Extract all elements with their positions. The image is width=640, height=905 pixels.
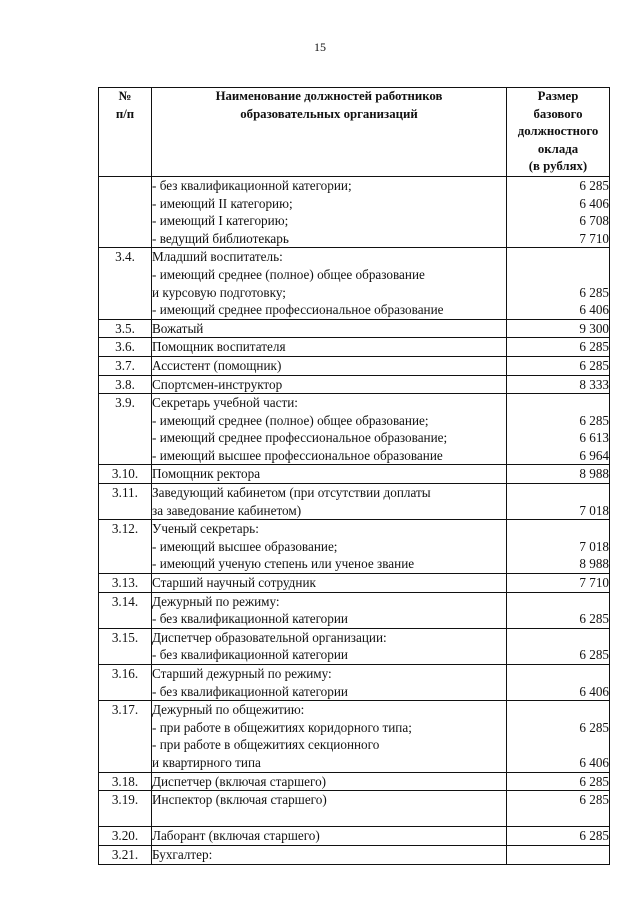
table-row — [99, 520, 610, 574]
position-line: Старший дежурный по режиму: — [152, 666, 332, 681]
position-line: - при работе в общежитиях секционного — [152, 737, 380, 753]
row-salary — [507, 356, 610, 375]
row-salary — [507, 592, 610, 628]
salary-value — [507, 248, 609, 266]
position-line: Секретарь учебной части: — [152, 395, 298, 411]
salary-value: 8 333 — [579, 376, 609, 392]
row-position-name — [152, 845, 507, 864]
salary-value: 7 018 — [579, 502, 609, 518]
row-position-name — [152, 827, 507, 846]
salary-value — [507, 394, 609, 412]
table-row — [99, 701, 610, 772]
row-salary — [507, 375, 610, 394]
position-line: Ученый секретарь: — [152, 521, 259, 537]
row-number: 3.20. — [99, 827, 152, 846]
salary-value: 6 285 — [579, 284, 609, 300]
position-line: - без квалификационной категории — [152, 647, 348, 663]
position-line: - имеющий I категорию; — [152, 213, 289, 229]
salary-value: 7 710 — [579, 230, 609, 246]
row-position-name — [152, 772, 507, 791]
salary-value — [507, 629, 609, 647]
salary-value: 6 285 — [579, 647, 609, 663]
table-row — [99, 484, 610, 520]
position-line: Старший научный сотрудник — [152, 575, 316, 591]
table-row — [99, 772, 610, 791]
table-row — [99, 791, 610, 827]
row-salary — [507, 791, 610, 827]
header-name-line: Наименование должностей работников — [215, 89, 443, 103]
salary-value: 6 285 — [579, 357, 609, 373]
salary-value: 9 300 — [579, 320, 609, 336]
position-line: - ведущий библиотекарь — [152, 230, 289, 246]
row-number — [99, 176, 152, 247]
row-salary — [507, 465, 610, 484]
salary-value: 6 613 — [579, 430, 609, 446]
position-line: - без квалификационной категории; — [152, 177, 352, 193]
row-salary — [507, 827, 610, 846]
position-line: Диспетчер (включая старшего) — [152, 773, 327, 789]
salary-value: 6 406 — [579, 683, 609, 699]
salary-value — [507, 665, 609, 683]
row-number: 3.11. — [99, 484, 152, 520]
row-salary — [507, 176, 610, 247]
position-line: - имеющий среднее (полное) общее образование; — [152, 412, 429, 428]
salary-value: 6 285 — [579, 412, 609, 428]
position-line: Дежурный по режиму: — [152, 593, 280, 609]
row-number: 3.18. — [99, 772, 152, 791]
header-number-line: п/п — [115, 106, 135, 121]
row-salary — [507, 520, 610, 574]
position-line: за заведование кабинетом) — [152, 502, 302, 518]
position-line: - имеющий среднее профессиональное образование — [152, 302, 444, 318]
position-line: - имеющий ученую степень или ученое звание — [152, 556, 415, 572]
salary-value — [507, 809, 609, 827]
row-number: 3.8. — [99, 375, 152, 394]
salary-value: 6 406 — [579, 754, 609, 770]
position-line: Инспектор (включая старшего) — [152, 792, 327, 808]
salary-value: 8 988 — [579, 466, 609, 482]
row-position-name — [152, 484, 507, 520]
position-line: Ассистент (помощник) — [152, 357, 282, 373]
salary-value: 6 285 — [579, 792, 609, 808]
position-line: Заведующий кабинетом (при отсутствии доплаты — [152, 485, 431, 501]
row-salary — [507, 338, 610, 357]
salary-value: 6 406 — [579, 302, 609, 318]
row-number: 3.12. — [99, 520, 152, 574]
table-row — [99, 338, 610, 357]
header-salary-line: должностного — [517, 124, 599, 139]
salary-value — [507, 593, 609, 611]
salary-value: 6 285 — [579, 339, 609, 355]
header-salary — [507, 88, 610, 177]
salary-value — [507, 520, 609, 538]
page-number: 15 — [314, 40, 326, 54]
position-line: Помощник ректора — [152, 466, 261, 482]
header-salary-line: оклада — [537, 141, 579, 156]
salary-value: 7 710 — [579, 575, 609, 591]
table-row — [99, 176, 610, 247]
header-salary-line: Размер — [537, 89, 579, 103]
row-number: 3.16. — [99, 665, 152, 701]
position-line: Бухгалтер: — [152, 846, 213, 862]
row-salary — [507, 845, 610, 864]
row-position-name — [152, 520, 507, 574]
salary-value — [507, 701, 609, 719]
row-number: 3.15. — [99, 628, 152, 664]
position-line: Вожатый — [152, 320, 204, 336]
salary-value — [507, 266, 609, 284]
salary-value — [507, 484, 609, 502]
salary-value: 7 018 — [579, 538, 609, 554]
position-line: Диспетчер образовательной организации: — [152, 629, 387, 645]
table-header — [99, 88, 610, 177]
row-salary — [507, 574, 610, 593]
salary-value: 8 988 — [579, 556, 609, 572]
row-position-name — [152, 465, 507, 484]
header-name-line: образовательных организаций — [240, 106, 418, 121]
position-line: - имеющий среднее профессиональное образование; — [152, 430, 448, 446]
table-row — [99, 628, 610, 664]
position-line: Младший воспитатель: — [152, 249, 283, 265]
table-row — [99, 827, 610, 846]
row-salary — [507, 484, 610, 520]
row-position-name — [152, 628, 507, 664]
row-salary — [507, 701, 610, 772]
position-line: Лаборант (включая старшего) — [152, 828, 320, 844]
row-number: 3.4. — [99, 248, 152, 319]
row-position-name — [152, 701, 507, 772]
row-number: 3.7. — [99, 356, 152, 375]
position-line: - имеющий среднее (полное) общее образование — [152, 266, 425, 282]
table-row — [99, 574, 610, 593]
header-salary-line: (в рублях) — [528, 159, 588, 174]
row-position-name — [152, 394, 507, 465]
salary-value — [507, 736, 609, 754]
position-line: и квартирного типа — [152, 754, 261, 770]
position-line: и курсовую подготовку; — [152, 284, 286, 300]
table-row — [99, 665, 610, 701]
salary-value: 6 708 — [579, 213, 609, 229]
row-position-name — [152, 176, 507, 247]
row-number: 3.21. — [99, 845, 152, 864]
position-line: Дежурный по общежитию: — [152, 702, 305, 718]
row-position-name — [152, 665, 507, 701]
row-position-name — [152, 319, 507, 338]
row-number: 3.6. — [99, 338, 152, 357]
position-line: - имеющий высшее образование; — [152, 538, 338, 554]
salary-table — [98, 87, 610, 865]
header-number — [99, 88, 152, 177]
row-position-name — [152, 375, 507, 394]
table-body — [99, 176, 610, 864]
row-position-name — [152, 248, 507, 319]
position-line: - без квалификационной категории — [152, 683, 348, 699]
table-row — [99, 319, 610, 338]
position-line: Спортсмен-инструктор — [152, 376, 283, 392]
salary-value: 6 964 — [579, 447, 609, 463]
table-row — [99, 592, 610, 628]
row-number: 3.17. — [99, 701, 152, 772]
row-salary — [507, 628, 610, 664]
row-salary — [507, 772, 610, 791]
header-position-name — [152, 88, 507, 177]
table-row — [99, 845, 610, 864]
position-line: - при работе в общежитиях коридорного типа; — [152, 719, 412, 735]
table-row — [99, 394, 610, 465]
salary-value: 6 285 — [579, 611, 609, 627]
row-salary — [507, 248, 610, 319]
position-line: Помощник воспитателя — [152, 339, 286, 355]
salary-value: 6 285 — [579, 773, 609, 789]
header-salary-line: базового — [533, 106, 583, 121]
row-salary — [507, 665, 610, 701]
table-row — [99, 375, 610, 394]
row-salary — [507, 319, 610, 338]
row-position-name — [152, 338, 507, 357]
row-number: 3.10. — [99, 465, 152, 484]
row-number: 3.9. — [99, 394, 152, 465]
row-position-name — [152, 791, 507, 827]
row-position-name — [152, 356, 507, 375]
row-position-name — [152, 574, 507, 593]
row-number: 3.13. — [99, 574, 152, 593]
table-row — [99, 248, 610, 319]
table-row — [99, 465, 610, 484]
row-number: 3.19. — [99, 791, 152, 827]
position-line: - имеющий высшее профессиональное образование — [152, 447, 443, 463]
row-salary — [507, 394, 610, 465]
salary-value: 6 285 — [579, 828, 609, 844]
table-row — [99, 356, 610, 375]
row-position-name — [152, 592, 507, 628]
salary-value: 6 406 — [579, 195, 609, 211]
salary-value — [507, 846, 609, 864]
header-number-line: № — [118, 89, 132, 103]
position-line: - без квалификационной категории — [152, 611, 348, 627]
position-line: - имеющий II категорию; — [152, 195, 293, 211]
row-number: 3.14. — [99, 592, 152, 628]
row-number: 3.5. — [99, 319, 152, 338]
position-line — [152, 809, 506, 827]
salary-value: 6 285 — [579, 719, 609, 735]
salary-value: 6 285 — [579, 177, 609, 193]
